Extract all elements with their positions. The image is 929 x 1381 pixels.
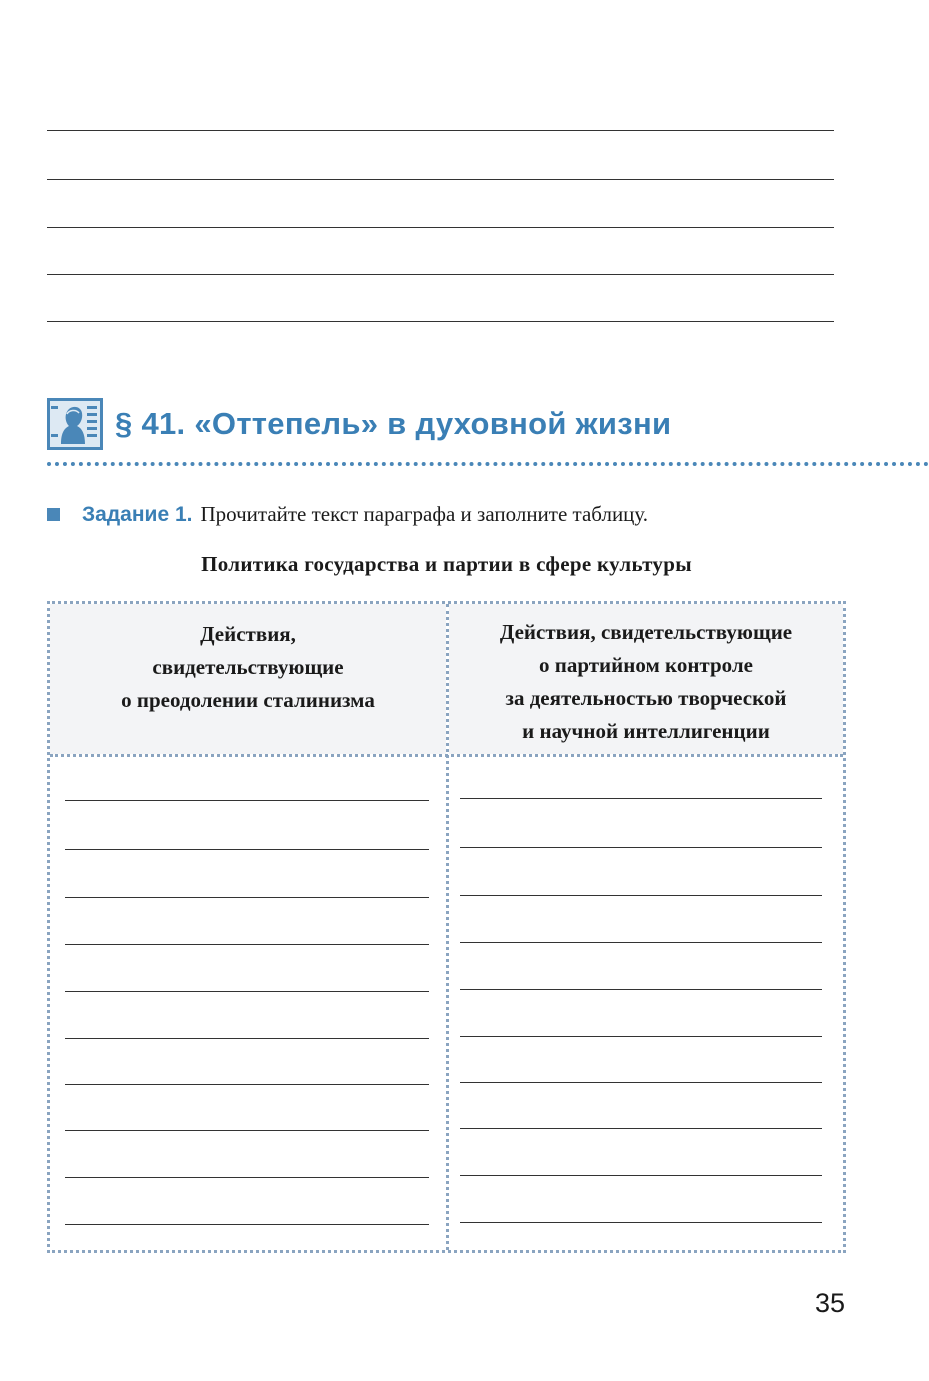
- task-text: Прочитайте текст параграфа и заполните таблицу.: [200, 502, 649, 526]
- task-label: Задание 1.: [82, 502, 193, 526]
- section-heading: [47, 398, 671, 450]
- answer-line[interactable]: [47, 227, 834, 228]
- answer-line[interactable]: [65, 1177, 429, 1178]
- answer-line[interactable]: [460, 1175, 822, 1176]
- answer-line[interactable]: [460, 798, 822, 799]
- answer-line[interactable]: [460, 847, 822, 848]
- task-bullet-icon: [47, 508, 60, 521]
- answer-line[interactable]: [47, 179, 834, 180]
- answer-line[interactable]: [47, 130, 834, 131]
- sculpture-bust-icon: [47, 398, 103, 450]
- answer-line[interactable]: [460, 1082, 822, 1083]
- page-number: 35: [814, 1288, 845, 1318]
- answer-line[interactable]: [47, 274, 834, 275]
- answer-line[interactable]: [47, 321, 834, 322]
- answer-line[interactable]: [65, 1130, 429, 1131]
- column-divider: [446, 604, 449, 1250]
- answer-table: [47, 601, 846, 1253]
- table-title: Политика государства и партии в сфере культуры: [201, 552, 692, 576]
- answer-line[interactable]: [65, 849, 429, 850]
- answer-line[interactable]: [65, 1084, 429, 1085]
- answer-line[interactable]: [65, 897, 429, 898]
- answer-line[interactable]: [65, 800, 429, 801]
- column-header-party-control: Действия, свидетельствующие о партийном контроле за деятельностью творческой и научной интеллигенции: [499, 620, 793, 743]
- section-title: § 41. «Оттепель» в духовной жизни: [115, 406, 672, 441]
- answer-line[interactable]: [65, 1224, 429, 1225]
- section-divider: [47, 462, 929, 466]
- answer-line[interactable]: [65, 991, 429, 992]
- answer-line[interactable]: [460, 1222, 822, 1223]
- answer-line[interactable]: [460, 1036, 822, 1037]
- answer-line[interactable]: [460, 895, 822, 896]
- task-instruction: [47, 502, 648, 527]
- answer-line[interactable]: [460, 942, 822, 943]
- answer-line[interactable]: [460, 1128, 822, 1129]
- answer-line[interactable]: [65, 1038, 429, 1039]
- answer-line[interactable]: [460, 989, 822, 990]
- column-header-overcoming-stalinism: Действия, свидетельствующие о преодолении сталинизма: [121, 622, 375, 712]
- answer-line[interactable]: [65, 944, 429, 945]
